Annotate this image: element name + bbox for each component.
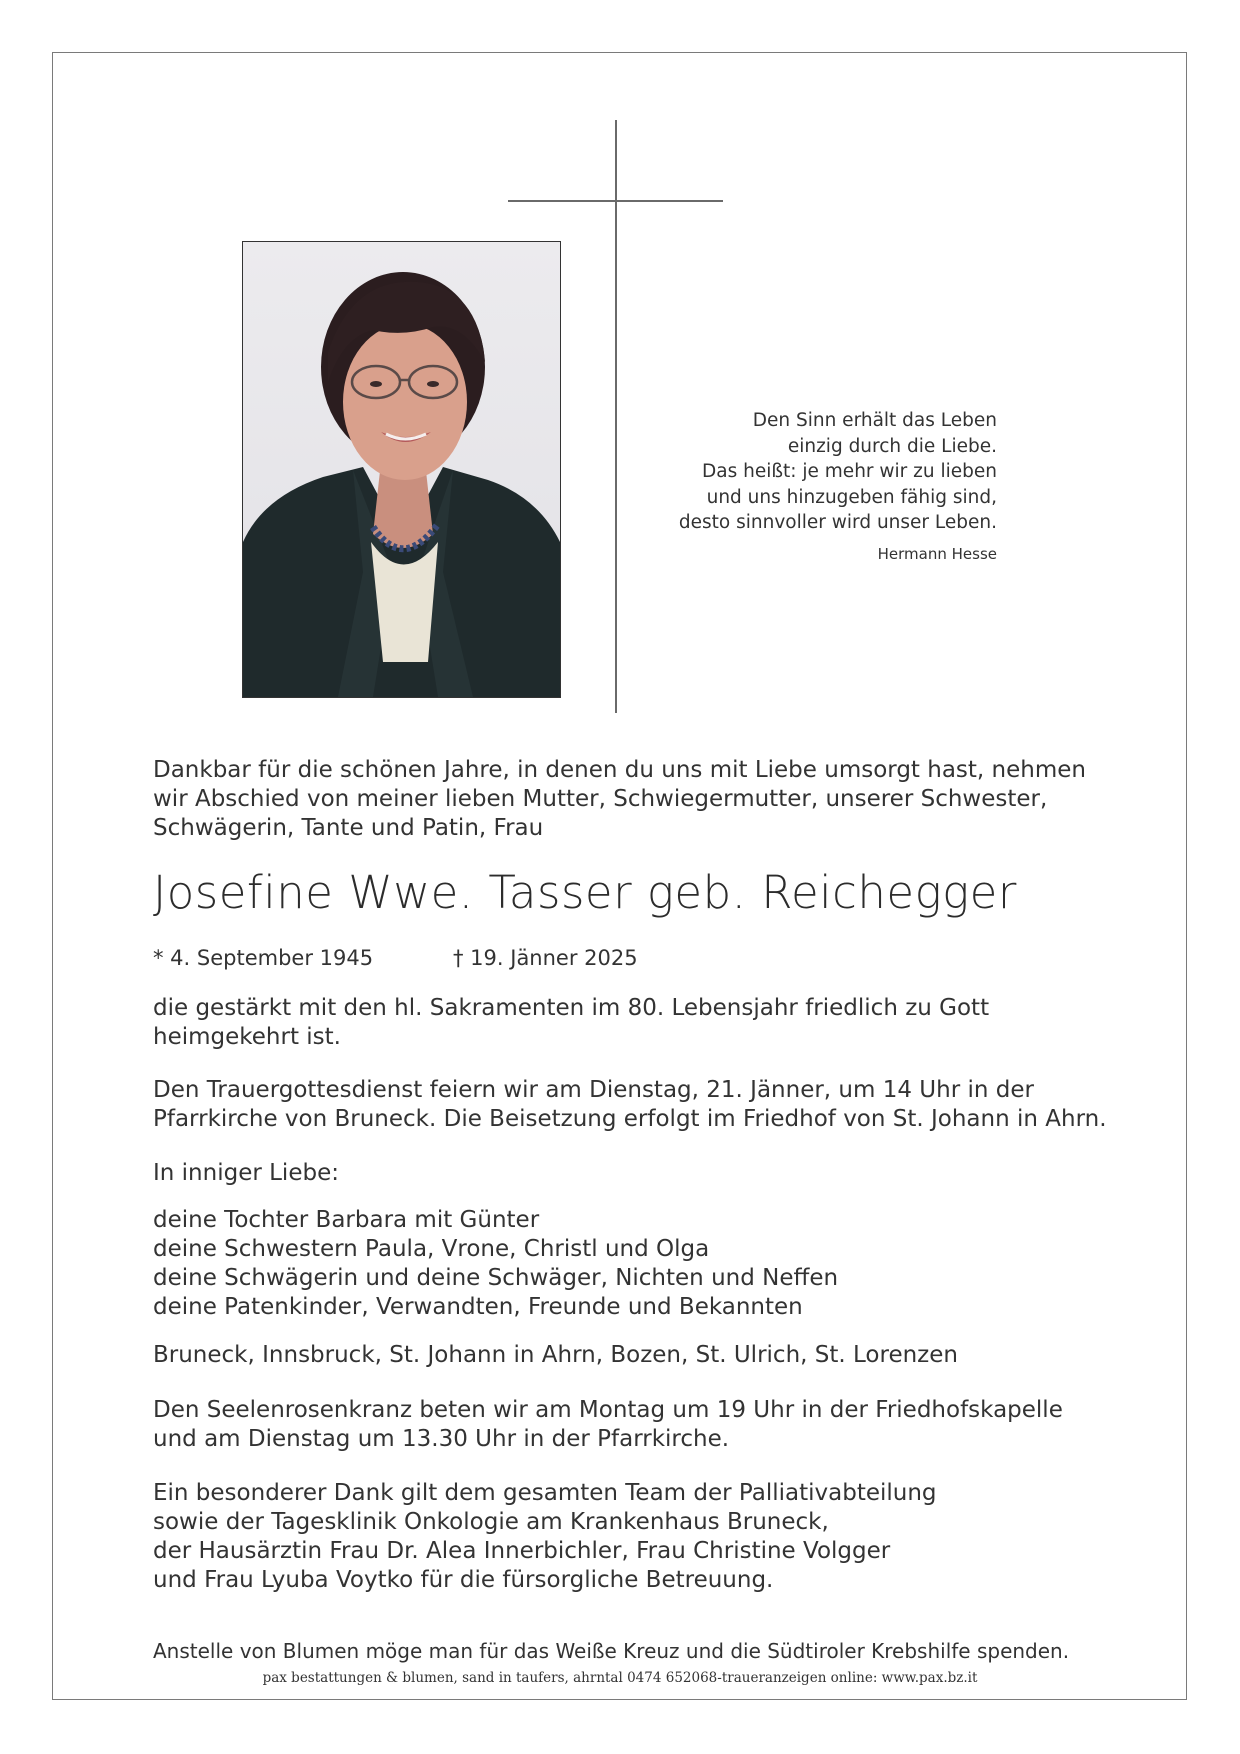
mourner-line: deine Schwestern Paula, Vrone, Christl und Olga: [153, 1236, 710, 1262]
mourner-line: deine Patenkinder, Verwandten, Freunde und Bekannten: [153, 1294, 803, 1320]
quote-line: Den Sinn erhält das Leben: [752, 410, 997, 431]
mourner-line: deine Schwägerin und deine Schwäger, Nichten und Neffen: [153, 1265, 839, 1291]
quote-line: Das heißt: je mehr wir zu lieben: [702, 461, 997, 482]
mourners-list: [153, 1206, 838, 1322]
quote-line: desto sinnvoller wird unser Leben.: [678, 512, 997, 533]
mourners-heading: In inniger Liebe:: [153, 1160, 339, 1186]
death-date: † 19. Jänner 2025: [453, 946, 638, 970]
quote-block: [577, 408, 997, 564]
rosary-line: und am Dienstag um 13.30 Uhr in der Pfarrkirche.: [153, 1426, 730, 1452]
death-line: die gestärkt mit den hl. Sakramenten im 80. Lebensjahr friedlich zu Gott: [153, 995, 990, 1021]
cross-horizontal-beam: [508, 200, 723, 202]
deceased-name: Josefine Wwe. Tasser geb. Reichegger: [153, 866, 1017, 919]
death-line: heimgekehrt ist.: [153, 1024, 341, 1050]
portrait-photo: [242, 241, 561, 698]
portrait-illustration: [243, 242, 560, 697]
funeral-service-paragraph: [153, 1076, 1107, 1134]
footer-imprint: pax bestattungen & blumen, sand in taufers, ahrntal 0474 652068-traueranzeigen online: www.pax.bz.it: [262, 1670, 978, 1686]
intro-line: Schwägerin, Tante und Patin, Frau: [153, 815, 544, 841]
quote-author: Hermann Hesse: [877, 544, 997, 563]
thanks-paragraph: [153, 1479, 937, 1595]
places-line: Bruneck, Innsbruck, St. Johann in Ahrn, Bozen, St. Ulrich, St. Lorenzen: [153, 1342, 958, 1368]
birth-date: * 4. September 1945: [153, 946, 374, 970]
service-line: Den Trauergottesdienst feiern wir am Dienstag, 21. Jänner, um 14 Uhr in der: [153, 1077, 1034, 1103]
rosary-paragraph: [153, 1396, 1063, 1454]
thanks-line: und Frau Lyuba Voytko für die fürsorgliche Betreuung.: [153, 1567, 774, 1593]
quote-line: einzig durch die Liebe.: [787, 435, 997, 457]
service-line: Pfarrkirche von Bruneck. Die Beisetzung erfolgt im Friedhof von St. Johann in Ahrn.: [153, 1106, 1107, 1132]
rosary-line: Den Seelenrosenkranz beten wir am Montag um 19 Uhr in der Friedhofskapelle: [153, 1397, 1063, 1423]
mourner-line: deine Tochter Barbara mit Günter: [153, 1207, 540, 1233]
death-paragraph: [153, 994, 989, 1052]
thanks-line: sowie der Tagesklinik Onkologie am Krankenhaus Bruneck,: [153, 1509, 829, 1535]
flowers-note: Anstelle von Blumen möge man für das Weiße Kreuz und die Südtiroler Krebshilfe spenden.: [153, 1639, 1070, 1663]
quote-line: und uns hinzugeben fähig sind,: [706, 486, 997, 508]
thanks-line: der Hausärztin Frau Dr. Alea Innerbichler, Frau Christine Volgger: [153, 1538, 891, 1564]
intro-paragraph: [153, 756, 1086, 843]
thanks-line: Ein besonderer Dank gilt dem gesamten Team der Palliativabteilung: [153, 1480, 937, 1506]
intro-line: Dankbar für die schönen Jahre, in denen du uns mit Liebe umsorgt hast, nehmen: [153, 757, 1086, 783]
intro-line: wir Abschied von meiner lieben Mutter, Schwiegermutter, unserer Schwester,: [153, 786, 1048, 812]
